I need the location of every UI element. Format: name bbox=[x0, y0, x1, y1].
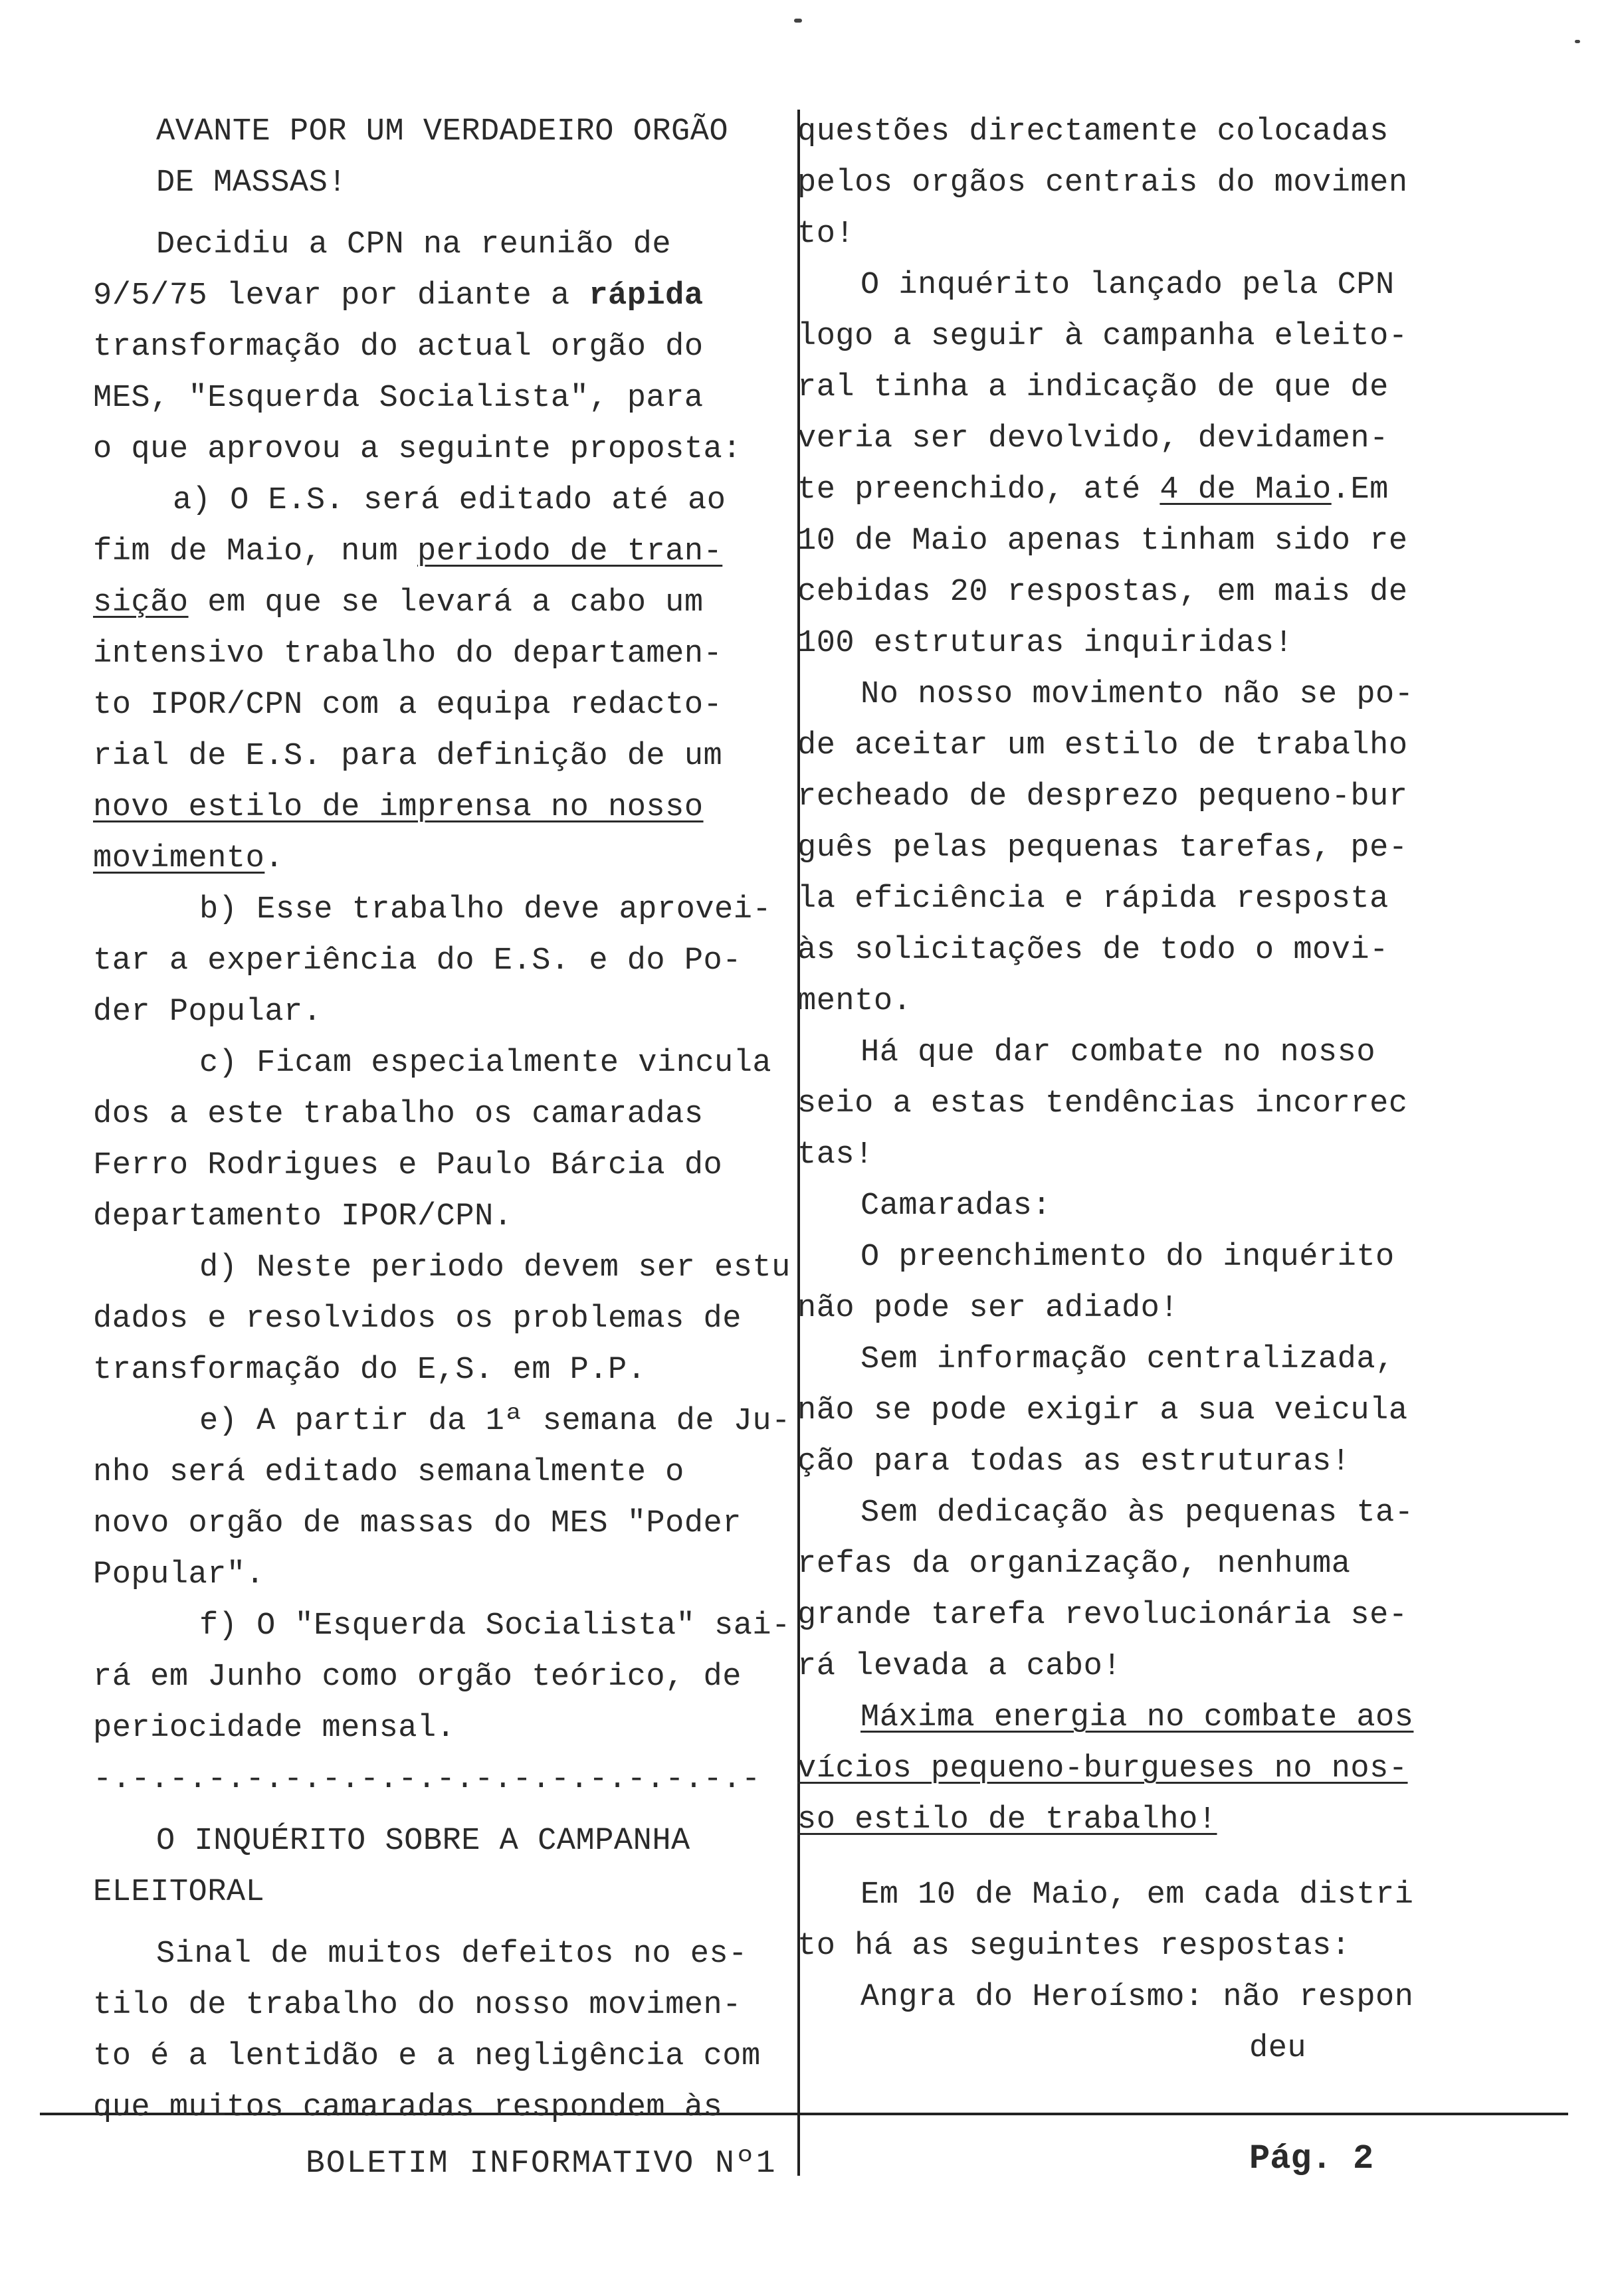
section2-title-line2: ELEITORAL bbox=[93, 1875, 265, 1910]
scan-speck bbox=[1575, 40, 1580, 43]
inquiry-line: cebidas 20 respostas, em mais de bbox=[797, 575, 1408, 610]
item-a-line: fim de Maio, num periodo de tran- bbox=[93, 534, 723, 569]
item-d-line: d) Neste periodo devem ser estu bbox=[199, 1250, 791, 1286]
bold-word: rápida bbox=[589, 278, 704, 314]
item-a-line: intensivo trabalho do departamen- bbox=[93, 636, 723, 672]
movement-line: às solicitações de todo o movi- bbox=[797, 933, 1389, 968]
responses-line: to há as seguintes respostas: bbox=[797, 1929, 1351, 1964]
comrades-line: Camaradas: bbox=[860, 1189, 1052, 1224]
intro-line: transformação do actual orgão do bbox=[93, 330, 704, 365]
inquiry-line: ral tinha a indicação de que de bbox=[797, 370, 1389, 405]
footer-title: BOLETIM INFORMATIVO Nº1 bbox=[306, 2146, 777, 2182]
inquiry-line: te preenchido, até 4 de Maio.Em bbox=[797, 472, 1389, 508]
inquiry-line: 100 estruturas inquiridas! bbox=[797, 626, 1294, 661]
item-a-line: a) O E.S. será editado até ao bbox=[173, 483, 726, 518]
item-e-line: Popular". bbox=[93, 1557, 265, 1592]
item-a-line: novo estilo de imprensa no nosso bbox=[93, 790, 704, 825]
item-c-line: Ferro Rodrigues e Paulo Bárcia do bbox=[93, 1148, 723, 1183]
movement-line: guês pelas pequenas tarefas, pe- bbox=[797, 830, 1408, 866]
comrades-line: Sem dedicação às pequenas ta- bbox=[860, 1495, 1414, 1531]
section2-body-line: to é a lentidão e a negligência com bbox=[93, 2039, 761, 2074]
page-number: Pág. 2 bbox=[1249, 2139, 1374, 2178]
section2-body-line: Sinal de muitos defeitos no es- bbox=[156, 1937, 748, 1972]
slogan-line: Máxima energia no combate aos bbox=[860, 1700, 1414, 1735]
headline-line1: AVANTE POR UM VERDADEIRO ORGÃO bbox=[156, 114, 729, 149]
comrades-line: grande tarefa revolucionária se- bbox=[797, 1598, 1408, 1633]
continued-line: questões directamente colocadas bbox=[797, 114, 1389, 149]
comrades-line: rá levada a cabo! bbox=[797, 1649, 1122, 1684]
inquiry-line: veria ser devolvido, devidamen- bbox=[797, 421, 1389, 456]
item-c-line: dos a este trabalho os camaradas bbox=[93, 1097, 704, 1132]
item-e-line: novo orgão de massas do MES "Poder bbox=[93, 1506, 742, 1541]
item-c-line: c) Ficam especialmente vincula bbox=[199, 1046, 772, 1081]
item-a-line: to IPOR/CPN com a equipa redacto- bbox=[93, 688, 723, 723]
left-column bbox=[93, 106, 791, 2133]
comrades-line: não pode ser adiado! bbox=[797, 1291, 1179, 1326]
item-e-line: e) A partir da 1ª semana de Ju- bbox=[199, 1404, 791, 1439]
comrades-line: O preenchimento do inquérito bbox=[860, 1240, 1395, 1275]
item-f-line: f) O "Esquerda Socialista" sai- bbox=[199, 1608, 791, 1644]
headline-line2: DE MASSAS! bbox=[156, 165, 348, 201]
item-b-line: der Popular. bbox=[93, 995, 322, 1030]
movement-line: No nosso movimento não se po- bbox=[860, 677, 1414, 712]
intro-line: o que aprovou a seguinte proposta: bbox=[93, 432, 742, 467]
continued-line: pelos orgãos centrais do movimen bbox=[797, 165, 1408, 201]
responses-line: Em 10 de Maio, em cada distri bbox=[860, 1877, 1414, 1913]
item-d-line: transformação do E,S. em P.P. bbox=[93, 1353, 647, 1388]
combat-line: tas! bbox=[797, 1137, 874, 1173]
movement-line: mento. bbox=[797, 984, 912, 1019]
section2-body-line: que muitos camaradas respondem às bbox=[93, 2090, 723, 2125]
intro-line: MES, "Esquerda Socialista", para bbox=[93, 381, 704, 416]
comrades-line: Sem informação centralizada, bbox=[860, 1342, 1395, 1377]
section2-body-line: tilo de trabalho do nosso movimen- bbox=[93, 1988, 742, 2023]
item-d-line: dados e resolvidos os problemas de bbox=[93, 1301, 742, 1337]
inquiry-line: 10 de Maio apenas tinham sido re bbox=[797, 524, 1408, 559]
comrades-line: refas da organização, nenhuma bbox=[797, 1547, 1351, 1582]
slogan-line: so estilo de trabalho! bbox=[797, 1802, 1217, 1838]
combat-line: Há que dar combate no nosso bbox=[860, 1035, 1376, 1070]
item-f-line: rá em Junho como orgão teórico, de bbox=[93, 1660, 742, 1695]
item-f-line: periocidade mensal. bbox=[93, 1711, 456, 1746]
intro-line: Decidiu a CPN na reunião de bbox=[156, 227, 672, 262]
movement-line: de aceitar um estilo de trabalho bbox=[797, 728, 1408, 763]
scan-speck bbox=[794, 19, 802, 23]
comrades-line: não se pode exigir a sua veicula bbox=[797, 1393, 1408, 1428]
comrades-line: ção para todas as estruturas! bbox=[797, 1444, 1351, 1480]
intro-line: 9/5/75 levar por diante a rápida bbox=[93, 278, 704, 314]
item-b-line: b) Esse trabalho deve aprovei- bbox=[199, 892, 772, 927]
responses-line: deu bbox=[1249, 2031, 1307, 2066]
item-a-line: sição em que se levará a cabo um bbox=[93, 585, 704, 621]
continued-line: to! bbox=[797, 217, 855, 252]
combat-line: seio a estas tendências incorrec bbox=[797, 1086, 1408, 1121]
item-a-line: movimento. bbox=[93, 841, 284, 876]
item-c-line: departamento IPOR/CPN. bbox=[93, 1199, 513, 1234]
item-b-line: tar a experiência do E.S. e do Po- bbox=[93, 943, 742, 979]
dotted-separator: -.-.-.-.-.-.-.-.-.-.-.-.-.-.-.-.-.- bbox=[93, 1762, 761, 1797]
item-e-line: nho será editado semanalmente o bbox=[93, 1455, 684, 1490]
inquiry-line: O inquérito lançado pela CPN bbox=[860, 268, 1395, 303]
slogan-line: vícios pequeno-burgueses no nos- bbox=[797, 1751, 1408, 1786]
movement-line: la eficiência e rápida resposta bbox=[797, 882, 1389, 917]
responses-line: Angra do Heroísmo: não respon bbox=[860, 1980, 1414, 2015]
inquiry-line: logo a seguir à campanha eleito- bbox=[797, 319, 1408, 354]
item-a-line: rial de E.S. para definição de um bbox=[93, 739, 723, 774]
movement-line: recheado de desprezo pequeno-bur bbox=[797, 779, 1408, 814]
section2-title-line1: O INQUÉRITO SOBRE A CAMPANHA bbox=[156, 1824, 690, 1859]
right-column bbox=[797, 106, 1495, 2074]
